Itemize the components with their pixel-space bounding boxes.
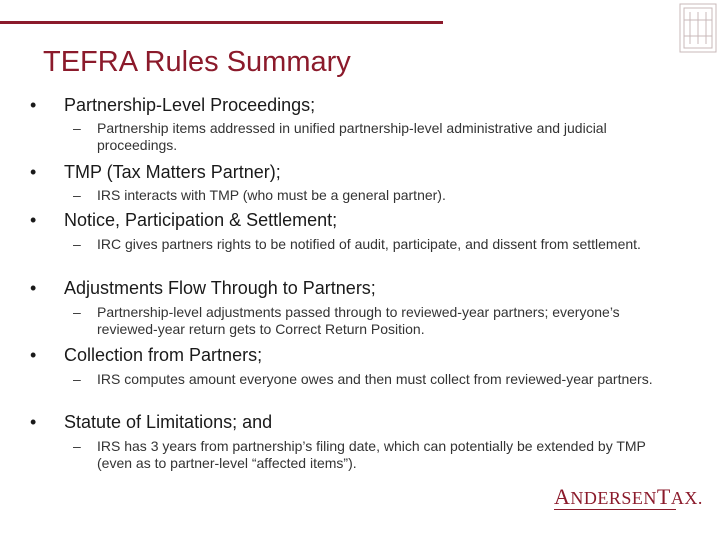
sub-item: [73, 120, 683, 154]
dash-glyph: –: [73, 438, 81, 454]
bullet-heading: Adjustments Flow Through to Partners;: [64, 278, 376, 298]
sub-item: [73, 371, 683, 388]
bullet-item: [30, 411, 272, 433]
bullet-glyph: •: [30, 210, 37, 230]
bullet-item: [30, 161, 281, 183]
slide-title: TEFRA Rules Summary: [43, 46, 351, 78]
sub-text: Partnership items addressed in unified partnership-level administrative and judicial proceedings.: [97, 120, 607, 153]
bullet-heading: TMP (Tax Matters Partner);: [64, 162, 281, 182]
bullet-heading: Collection from Partners;: [64, 345, 263, 365]
dash-glyph: –: [73, 187, 81, 203]
sub-item: [73, 438, 683, 472]
bullet-glyph: •: [30, 345, 37, 365]
sub-text: IRS interacts with TMP (who must be a general partner).: [97, 187, 446, 203]
sub-text: Partnership-level adjustments passed through to reviewed-year partners; everyone’s reviewed-year return gets to Correct Return Position.: [97, 304, 620, 337]
andersen-tax-logo: [554, 484, 703, 514]
bullet-glyph: •: [30, 162, 37, 182]
bullet-glyph: •: [30, 412, 37, 432]
bullet-item: [30, 344, 262, 366]
bullet-glyph: •: [30, 278, 37, 298]
sub-item: [73, 236, 683, 253]
bullet-heading: Partnership-Level Proceedings;: [64, 95, 316, 115]
title-rule: [0, 21, 443, 24]
bullet-item: [30, 277, 376, 299]
bullet-item: [30, 94, 315, 116]
dash-glyph: –: [73, 236, 81, 252]
building-column-icon: [676, 0, 720, 56]
bullet-item: [30, 209, 337, 231]
logo-wordmark: ANDERSENTAX.: [554, 484, 703, 509]
dash-glyph: –: [73, 120, 81, 136]
sub-text: IRS has 3 years from partnership’s filing date, which can potentially be extended by TMP (even as to partner-level “affected items”).: [97, 438, 646, 471]
logo-underline: [554, 509, 676, 510]
sub-text: IRS computes amount everyone owes and then must collect from reviewed-year partners.: [97, 371, 653, 387]
sub-item: [73, 304, 683, 338]
bullet-heading: Notice, Participation & Settlement;: [64, 210, 338, 230]
dash-glyph: –: [73, 371, 81, 387]
dash-glyph: –: [73, 304, 81, 320]
bullet-heading: Statute of Limitations; and: [64, 412, 273, 432]
sub-item: [73, 187, 683, 204]
bullet-glyph: •: [30, 95, 37, 115]
sub-text: IRC gives partners rights to be notified of audit, participate, and dissent from settlement.: [97, 236, 641, 252]
